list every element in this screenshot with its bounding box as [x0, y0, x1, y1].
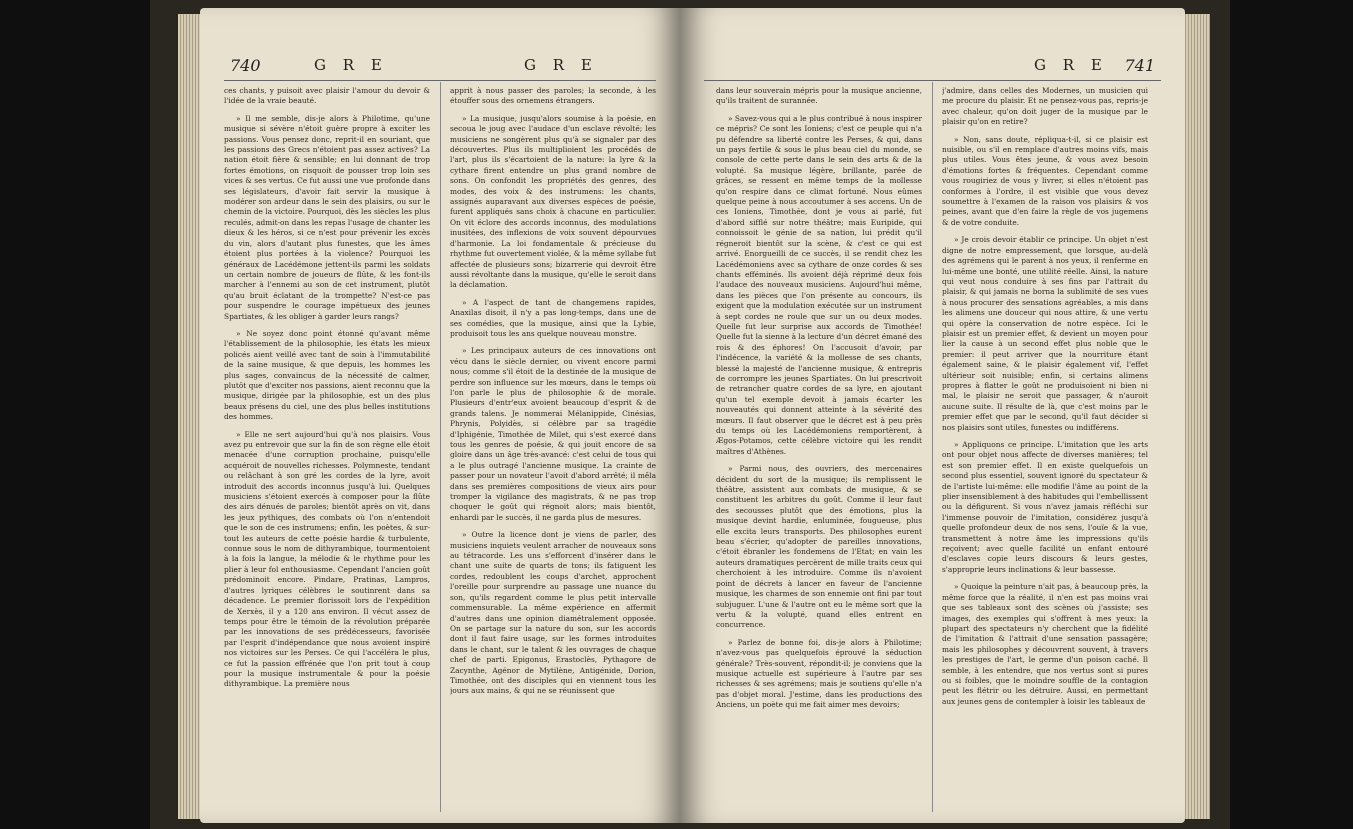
- text-column-2: [450, 86, 656, 811]
- header-rule: [704, 80, 1161, 81]
- paragraph: dans leur souverain mépris pour la musique ancienne, qu'ils traitent de surannée.: [716, 86, 922, 106]
- paragraph: » La musique, jusqu'alors soumise à la poésie, en secoua le joug avec l'audace d'un esclave révolté; les musiciens ne songèrent plus qu'à se signaler par des découvertes. Plus ils multiplioient les procédés de l'art, plus ils s'écartoient de la nature: la lyre & la cythare firent entendre un plus grand nombre de sons. On confondit les propriétés des genres, des modes, des voix & des instrumens: les chants, assignés auparavant aux diverses espèces de poésie, furent appliqués sans choix à chacune en particulier. On vit éclore des accords inconnus, des modulations inusitées, des inflexions de voix souvent dépourvues d'harmonie. La loi fondamentale & précieuse du rhythme fut ouvertement violée, & la même syllabe fut affectée de plusieurs sons; bizarrerie qui devroit être aussi révoltante dans la musique, qu'elle le seroit dans la déclamation.: [450, 113, 656, 290]
- running-head: G R E: [314, 56, 388, 74]
- left-page: [200, 8, 680, 823]
- paragraph: » Appliquons ce principe. L'imitation que les arts ont pour objet nous affecte de diverses manières; tel est son premier effet. Il en existe quelquefois un second plus essentiel, souvent ignoré du spectateur & de l'artiste lui-même: elle modifie l'âme au point de la plier insensiblement à des habitudes qui l'embellissent ou la défigurent. Si vous n'avez jamais réfléchi sur l'immense pouvoir de l'imitation, considérez jusqu'à quelle profondeur deux de nos sens, l'ouïe & la vue, transmettent à notre âme les impressions qu'ils reçoivent; avec quelle facilité un enfant entouré d'esclaves copie leurs discours & leurs gestes, s'approprie leurs inclinations & leur bassesse.: [942, 440, 1148, 574]
- running-head: G R E: [1034, 56, 1108, 74]
- paragraph: j'admire, dans celles des Modernes, un musicien qui me procure du plaisir. Et ne pensez-vous pas, repris-je avec chaleur, qu'on doit juger de la musique par le plaisir qu'on en retire?: [942, 86, 1148, 127]
- paragraph: » Non, sans doute, répliqua-t-il, si ce plaisir est nuisible, ou s'il en remplace d'autres moins vifs, mais plus utiles. Vous êtes jeune, & vous avez besoin d'émotions fortes & fréquentes. Cependant comme vous rougiriez de vous y livrer, si elles n'étoient pas conformes à l'ordre, il est visible que vous devez soumettre à l'examen de la raison vos plaisirs & vos peines, avant que d'en faire la règle de vos jugemens & de votre conduite.: [942, 134, 1148, 227]
- paragraph: » Les principaux auteurs de ces innovations ont vécu dans le siècle dernier, ou vivent encore parmi nous; comme s'il étoit de la destinée de la musique de perdre son influence sur les mœurs, dans le temps où l'on parle le plus de philosophie & de morale. Plusieurs d'entr'eux avoient beaucoup d'esprit & de grands talens. Je nommerai Mélanippide, Cinésias, Phrynis, Polyidès, si célèbre par sa tragédie d'Iphigénie, Timothée de Milet, qui s'est exercé dans tous les genres de poésie, & qui jouit encore de sa gloire dans un âge très-avancé: c'est celui de tous qui a le plus outragé l'ancienne musique. La crainte de passer pour un novateur l'avoit d'abord arrêté; il mêla dans ses premières compositions de vieux airs pour tromper la vigilance des magistrats, & ne pas trop choquer le goût qui régnoit alors; mais bientôt, enhardi par le succès, il ne garda plus de mesures.: [450, 346, 656, 522]
- paragraph: » Parmi nous, des ouvriers, des mercenaires décident du sort de la musique; ils remplissent le théâtre, assistent aux combats de musique, & se constituent les arbitres du goût. Comme il leur faut des secousses plutôt que des émotions, plus la musique devint hardie, enluminée, fougueuse, plus elle excita leurs transports. Des philosophes eurent beau s'écrier, qu'adopter de pareilles innovations, c'étoit ébranler les fondemens de l'Etat; en vain les auteurs dramatiques percèrent de mille traits ceux qui cherchoient à les introduire. Comme ils n'avoient point de décrets à lancer en faveur de l'ancienne musique, les charmes de son ennemie ont fini par tout subjuguer. L'une & l'autre ont eu le même sort que la vertu & la volupté, quand elles entrent en concurrence.: [716, 464, 922, 630]
- text-column-1: [224, 86, 430, 811]
- page-number: 740: [230, 56, 261, 75]
- paragraph: ces chants, y puisoit avec plaisir l'amour du devoir & l'idée de la vraie beauté.: [224, 86, 430, 106]
- right-page: [680, 8, 1185, 823]
- header-rule: [224, 80, 656, 81]
- paragraph: » Ne soyez donc point étonné qu'avant même l'établissement de la philosophie, les états les mieux policés aient veillé avec tant de soin à l'immutabilité de la saine musique, & que depuis, les hommes les plus sages, convaincus de la nécessité de calmer, plutôt que d'exciter nos passions, aient reconnu que la musique, dirigée par la philosophie, est un des plus beaux présens du ciel, une des plus belles institutions des hommes.: [224, 328, 430, 422]
- running-head-right: G R E: [524, 56, 598, 74]
- right-page-header: [704, 56, 1161, 78]
- paragraph: » Parlez de bonne foi, dis-je alors à Philotime; n'avez-vous pas quelquefois éprouvé la séduction générale? Très-souvent, répondit-il; je conviens que la musique actuelle est supérieure à l'autre par ses richesses & ses agrémens; mais je soutiens qu'elle n'a pas d'objet moral. J'estime, dans les productions des Anciens, un poète qui me fait aimer mes devoirs;: [716, 637, 922, 710]
- text-column-1: [716, 86, 922, 811]
- paragraph: » Il me semble, dis-je alors à Philotime, qu'une musique si sévère n'étoit guère propre à exciter les passions. Vous pensez donc, reprit-il en souriant, que les passions des Grecs n'étoient pas assez actives? La nation étoit fière & sensible; en lui donnant de trop fortes émotions, on risquoit de pousser trop loin ses vices & ses vertus. Ce fut aussi une vue profonde dans ses législateurs, d'avoir fait servir la musique à modérer son ardeur dans le sein des plaisirs, ou sur le chemin de la victoire. Pourquoi, dès les siècles les plus reculés, admit-on dans les repas l'usage de chanter les dieux & les héros, si ce n'est pour prévenir les excès du vin, alors d'autant plus funestes, que les âmes étoient plus portées à la violence? Pourquoi les généraux de Lacédémone jettent-ils parmi les soldats un certain nombre de joueurs de flûte, & les font-ils marcher à l'ennemi au son de cet instrument, plutôt qu'au bruit éclatant de la trompette? N'est-ce pas pour suspendre le courage impétueux des jeunes Spartiates, & les obliger à garder leurs rangs?: [224, 113, 430, 321]
- column-divider: [440, 82, 441, 812]
- paragraph: » Elle ne sert aujourd'hui qu'à nos plaisirs. Vous avez pu entrevoir que sur la fin de son règne elle étoit menacée d'une corruption prochaine, puisqu'elle acquéroit de nouvelles richesses. Polymneste, tendant ou relâchant à son gré les cordes de la lyre, avoit introduit des accords inconnus jusqu'à lui. Quelques musiciens s'étoient exercés à composer pour la flûte des airs dénués de paroles; bientôt après on vit, dans les jeux pythiques, des combats où l'on n'entendoit que le son de ces instrumens; enfin, les poètes, & sur-tout les auteurs de cette poésie hardie & turbulente, connue sous le nom de dithyrambique, tourmentoient à la fois la langue, la mélodie & le rhythme pour les plier à leur fol enthousiasme. Cependant l'ancien goût prédominoit encore. Pindare, Pratinas, Lampros, d'autres lyriques célèbres le soutinrent dans sa décadence. Le premier florissoit lors de l'expédition de Xerxès, il y a 120 ans environ. Il vécut assez de temps pour être le témoin de la révolution préparée par les innovations de ses prédécesseurs, favorisée par l'esprit d'indépendance que nous avoient inspiré nos victoires sur les Perses. Ce qui l'accéléra le plus, ce fut la passion effrénée que l'on prit tout à coup pour la musique instrumentale & pour la poésie dithyrambique. La première nous: [224, 429, 430, 689]
- paragraph: » Quoique la peinture n'ait pas, à beaucoup près, la même force que la réalité, il n'en est pas moins vrai que ses tableaux sont des scènes où j'assiste; ses images, des exemples qui s'offrent à mes yeux: la plupart des spectateurs n'y cherchent que la fidélité de l'imitation & l'attrait d'une sensation passagère; mais les philosophes y découvrent souvent, à travers les prestiges de l'art, le germe d'un poison caché. Il semble, à les entendre, que nos vertus sont si pures ou si foibles, que le moindre souffle de la contagion peut les flétrir ou les détruire. Aussi, en permettant aux jeunes gens de contempler à loisir les tableaux de: [942, 582, 1148, 706]
- paragraph: » Je crois devoir établir ce principe. Un objet n'est digne de notre empressement, que lorsque, au-delà des agrémens qui le parent à nos yeux, il renferme en lui-même une bonté, une utilité réelle. Ainsi, la nature qui veut nous conduire à ses fins par l'attrait du plaisir, & qui jamais ne borna la sublimité de ses vues à nous procurer des sensations agréables, a mis dans les alimens une douceur qui nous attire, & une vertu qui opère la conservation de notre espèce. Ici le plaisir est un premier effet, & devient un moyen pour lier la cause à un second effet plus noble que le premier: il peut arriver que la nourriture étant également saine, & le plaisir également vif, l'effet ultérieur soit nuisible; enfin, si certains alimens propres à flatter le goût ne produisoient ni bien ni mal, le plaisir ne seroit que passager, & n'auroit aucune suite. Il résulte de là, que c'est moins par le premier effet que par le second, qu'il faut décider si nos plaisirs sont utiles, funestes ou indifférens.: [942, 235, 1148, 432]
- left-page-header: [224, 56, 656, 78]
- page-number: 741: [1124, 56, 1155, 75]
- paragraph: apprit à nous passer des paroles; la seconde, à les étouffer sous des ornemens étrangers.: [450, 86, 656, 106]
- text-column-2: [942, 86, 1148, 811]
- paragraph: » Savez-vous qui a le plus contribué à nous inspirer ce mépris? Ce sont les Ioniens; c'est ce peuple qui n'a pu défendre sa liberté contre les Perses, & qui, dans un pays fertile & sous le plus beau ciel du monde, se console de cette perte dans le sein des arts & de la volupté. Sa musique légère, brillante, parée de grâces, se ressent en même temps de la mollesse qu'on respire dans ce climat fortuné. Nous eûmes quelque peine à nous accoutumer à ses accens. Un de ces Ioniens, Timothée, dont je vous ai parlé, fut d'abord sifflé sur notre théâtre; mais Euripide, qui connoissoit le génie de sa nation, lui prédit qu'il régneroit bientôt sur la scène, & c'est ce qui est arrivé. Enorgueilli de ce succès, il se rendit chez les Lacédémoniens avec sa cythare de onze cordes & ses chants efféminés. Ils avoient déjà réprimé deux fois l'audace des nouveaux musiciens. Aujourd'hui même, dans les pièces que l'on présente au concours, ils exigent que la modulation exécutée sur un instrument à sept cordes ne roule que sur un ou deux modes. Quelle fut leur surprise aux accords de Timothée! Quelle fut la sienne à la lecture d'un décret émané des rois & des éphores! On l'accusoit d'avoir, par l'indécence, la variété & la mollesse de ses chants, blessé la majesté de l'ancienne musique, & entrepris de corrompre les jeunes Spartiates. On lui prescrivoit de retrancher quatre cordes de sa lyre, en ajoutant qu'un tel exemple devoit à jamais écarter les nouveautés qui donnent atteinte à la sévérité des mœurs. Il faut observer que le décret est à peu près du temps où les Lacédémoniens remportèrent, à Ægos-Potamos, cette célèbre victoire qui les rendit maîtres d'Athènes.: [716, 113, 922, 456]
- paragraph: » A l'aspect de tant de changemens rapides, Anaxilas disoit, il n'y a pas long-temps, dans une de ses comédies, que la musique, ainsi que la Lybie, produisoit tous les ans quelque nouveau monstre.: [450, 297, 656, 338]
- column-divider: [932, 82, 933, 812]
- paragraph: » Outre la licence dont je viens de parler, des musiciens inquiets veulent arracher de nouveaux sons au tétracorde. Les uns s'efforcent d'insérer dans le chant une suite de quarts de tons; ils fatiguent les cordes, redoublent les coups d'archet, approchent l'oreille pour surprendre au passage une nuance du son, qu'ils regardent comme le plus petit intervalle commensurable. La même expérience en affermit d'autres dans une opinion diamétralement opposée. On se partage sur la nature du son, sur les accords dont il faut faire usage, sur les formes introduites dans le chant, sur le talent & les ouvrages de chaque chef de parti. Epigonus, Erastoclès, Pythagore de Zacynthe, Agénor de Mytilène, Antigénide, Dorion, Timothée, ont des disciples qui en viennent tous les jours aux mains, & qui ne se réunissent que: [450, 530, 656, 696]
